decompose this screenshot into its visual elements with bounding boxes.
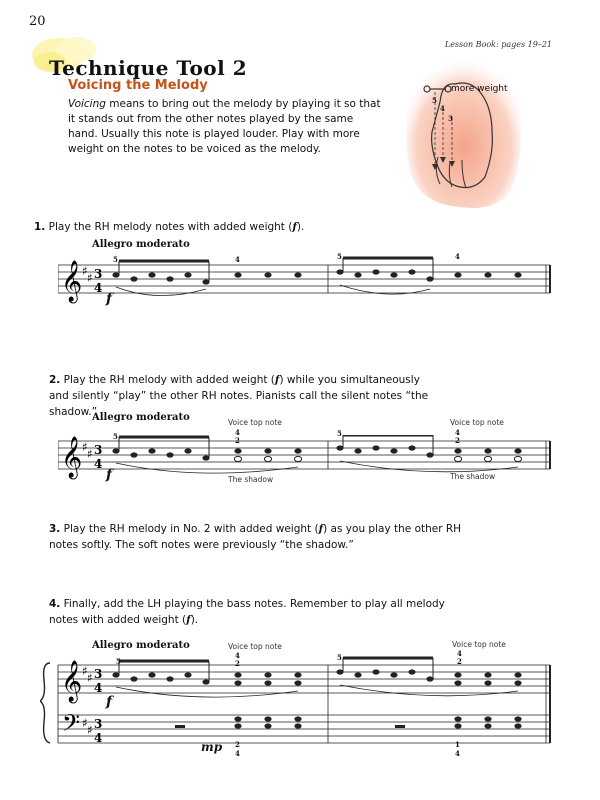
fingering-5-ex2-m1: 5 — [113, 432, 118, 441]
fingering-4-m1: 4 — [235, 255, 240, 264]
step-3-instruction: 3. Play the RH melody in No. 2 with added weight (f) as you play the other RH notes softly. The soft notes were previously “the shadow.” — [49, 523, 462, 551]
fingering-2-ex4-m1: 2 — [235, 659, 240, 668]
hand-finger-5: 5 — [432, 96, 437, 105]
svg-text:♯: ♯ — [87, 271, 93, 285]
voice-top-note-label-2b: Voice top note — [450, 418, 504, 427]
svg-text:♯: ♯ — [87, 447, 93, 461]
step-1-instruction: 1. Play the RH melody notes with added weight (f). — [34, 221, 305, 233]
intro-term: Voicing — [68, 98, 106, 110]
hand-finger-3: 3 — [448, 114, 453, 123]
the-shadow-label-2b: The shadow — [450, 472, 496, 481]
lesson-reference: Lesson Book: pages 19–21 — [444, 40, 552, 49]
tempo-marking-2: Allegro moderato — [92, 412, 190, 423]
step-4-number: 4. — [49, 598, 61, 610]
fingering-4-ex2-m1: 4 — [235, 428, 240, 437]
dynamic-forte-1: f — [106, 291, 113, 307]
svg-text:3: 3 — [94, 267, 103, 281]
bass-clef-icon: 𝄢 — [62, 709, 81, 742]
lh-fingering-4: 4 — [235, 749, 240, 758]
svg-text:♯: ♯ — [82, 440, 88, 454]
more-weight-label: more weight — [451, 84, 508, 94]
svg-text:𝄞: 𝄞 — [61, 437, 83, 478]
step-2-instruction: 2. Play the RH melody with added weight (f) while you simultaneously and silently “play” the other RH notes. Pianists call the silent notes “the shadow.” — [49, 374, 429, 418]
lh-fingering-2: 2 — [235, 740, 240, 749]
intro-paragraph — [68, 97, 386, 157]
tool-title: Technique Tool 2 — [49, 56, 248, 80]
dynamic-forte-4: f — [106, 694, 113, 710]
svg-text:3: 3 — [94, 443, 103, 457]
fingering-5-m1: 5 — [113, 255, 118, 264]
step-2-number: 2. — [49, 374, 61, 386]
step-3-number: 3. — [49, 523, 61, 535]
voice-top-note-label-2a: Voice top note — [228, 418, 282, 427]
tempo-marking-1: Allegro moderato — [92, 239, 190, 250]
step-4-instruction: 4. Finally, add the LH playing the bass notes. Remember to play all melody notes with added weight (f). — [49, 598, 445, 626]
svg-text:♯: ♯ — [87, 723, 93, 737]
dynamic-mezzo-piano: mp — [201, 740, 223, 754]
fingering-2-ex2-m1: 2 — [235, 436, 240, 445]
dynamic-forte-2: f — [106, 467, 113, 483]
section-title: Voicing the Melody — [68, 78, 208, 93]
fingering-2-ex4-m2: 2 — [457, 657, 462, 666]
voice-top-note-label-4b: Voice top note — [452, 640, 506, 649]
fingering-5-ex2-m2: 5 — [337, 429, 342, 438]
fingering-2-ex2-m2: 2 — [455, 436, 460, 445]
svg-text:♯: ♯ — [87, 671, 93, 685]
grand-staff-example-4 — [40, 655, 560, 755]
fingering-4-m2: 4 — [455, 252, 460, 261]
svg-text:3: 3 — [94, 717, 103, 731]
fingering-5-ex4-m1: 5 — [116, 657, 121, 666]
svg-text:♯: ♯ — [82, 716, 88, 730]
hand-illustration — [400, 52, 525, 212]
page-number: 20 — [29, 14, 46, 29]
svg-text:♯: ♯ — [82, 264, 88, 278]
fingering-4-ex2-m2: 4 — [455, 428, 460, 437]
fingering-5-m2: 5 — [337, 252, 342, 261]
brace-icon — [40, 663, 50, 743]
treble-clef-icon: 𝄞 — [61, 261, 83, 302]
hand-finger-4: 4 — [440, 104, 445, 113]
lh-fingering-1: 1 — [455, 740, 460, 749]
tempo-marking-4: Allegro moderato — [92, 640, 190, 651]
svg-text:3: 3 — [94, 667, 103, 681]
voice-top-note-label-4a: Voice top note — [228, 642, 282, 651]
fingering-4-ex4-m1: 4 — [235, 651, 240, 660]
svg-text:♯: ♯ — [82, 664, 88, 678]
step-1-number: 1. — [34, 221, 46, 233]
intro-text: means to bring out the melody by playing it so that it stands out from the other notes played by the same hand. Usually this note is played louder. Play with more weight on the notes to be voiced as the melody. — [68, 98, 381, 155]
the-shadow-label-2a: The shadow — [228, 475, 274, 484]
svg-text:𝄞: 𝄞 — [61, 661, 83, 702]
svg-text:4: 4 — [94, 281, 103, 295]
lh-fingering-4b: 4 — [455, 749, 460, 758]
staff-example-1 — [58, 255, 558, 315]
fingering-5-ex4-m2: 5 — [337, 653, 342, 662]
svg-text:4: 4 — [94, 681, 103, 695]
svg-text:4: 4 — [94, 457, 103, 471]
svg-text:4: 4 — [94, 731, 103, 745]
fingering-4-ex4-m2: 4 — [457, 649, 462, 658]
